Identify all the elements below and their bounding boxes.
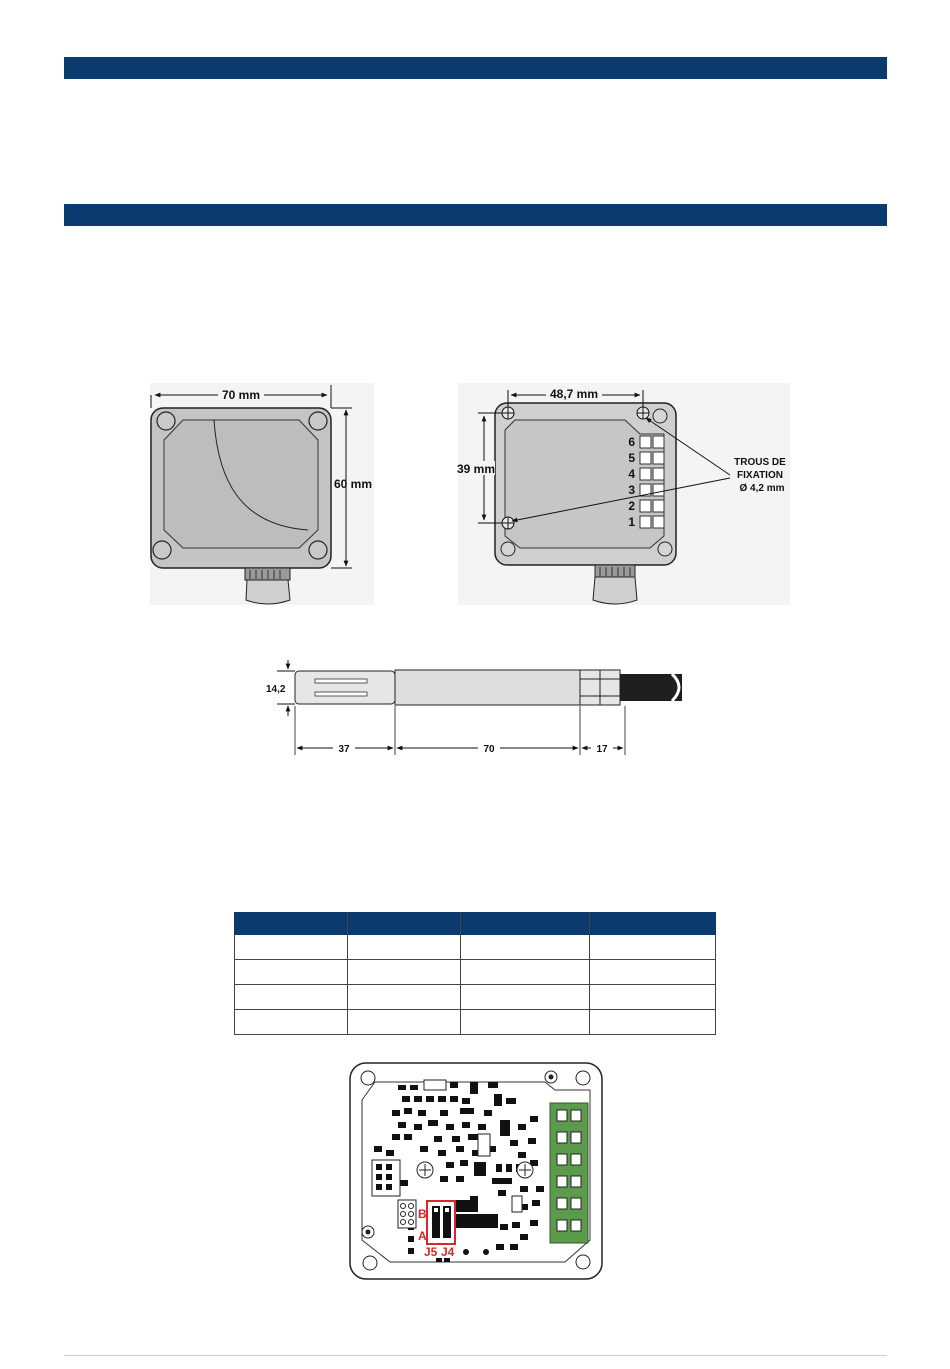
- table-cell: [590, 1010, 716, 1035]
- table-header-cell: [235, 912, 348, 935]
- table-row: [235, 985, 716, 1010]
- probe-len-nut-label: 17: [596, 744, 608, 755]
- front-view-drawing: [150, 383, 374, 605]
- table-cell: [461, 960, 590, 985]
- pcb-terminal-block: [550, 1103, 588, 1243]
- pcb-drawing: [350, 1063, 602, 1279]
- probe-len-body-label: 70: [483, 744, 495, 755]
- jumper-b-label: B: [418, 1207, 427, 1221]
- probe-drawing: [266, 660, 682, 755]
- table-row: [235, 1010, 716, 1035]
- hole-spacing-h-label: 48,7 mm: [549, 387, 599, 401]
- terminal-label: 6: [628, 435, 635, 449]
- table-cell: [348, 935, 461, 960]
- table-cell: [235, 1010, 348, 1035]
- table-cell: [348, 985, 461, 1010]
- jumper-highlight: [418, 1201, 455, 1259]
- front-width-label: 70 mm: [221, 388, 261, 402]
- spec-table-wrapper: [234, 912, 716, 1035]
- table-header-cell: [590, 912, 716, 935]
- table-cell: [590, 985, 716, 1010]
- table-cell: [590, 935, 716, 960]
- back-view-drawing: [457, 383, 790, 605]
- table-cell: [590, 960, 716, 985]
- jumper-a-label: A: [418, 1229, 427, 1243]
- probe-len-tip-label: 37: [338, 744, 350, 755]
- table-cell: [235, 985, 348, 1010]
- mount-note-line2: FIXATION: [737, 470, 783, 481]
- table-header-row: [235, 912, 716, 935]
- table-row: [235, 960, 716, 985]
- terminal-label: 1: [628, 515, 635, 529]
- spec-table: [234, 912, 716, 1035]
- jumper-j5-label: J5: [424, 1245, 438, 1259]
- mount-note-line3: Ø 4,2 mm: [739, 483, 785, 494]
- table-cell: [461, 935, 590, 960]
- terminal-label: 3: [628, 483, 635, 497]
- table-cell: [348, 960, 461, 985]
- hole-spacing-v-label: 39 mm: [456, 462, 496, 476]
- table-header-cell: [461, 912, 590, 935]
- table-cell: [461, 985, 590, 1010]
- table-cell: [235, 935, 348, 960]
- terminal-label: 5: [628, 451, 635, 465]
- jumper-j4-label: J4: [441, 1245, 455, 1259]
- table-cell: [348, 1010, 461, 1035]
- front-height-label: 60 mm: [334, 477, 373, 491]
- table-row: [235, 935, 716, 960]
- footer-divider: [64, 1355, 887, 1356]
- table-cell: [235, 960, 348, 985]
- table-cell: [461, 1010, 590, 1035]
- probe-diameter-label: 14,2: [266, 684, 286, 695]
- terminal-label: 4: [628, 467, 635, 481]
- mount-note-line1: TROUS DE: [734, 457, 786, 468]
- table-header-cell: [348, 912, 461, 935]
- terminal-label: 2: [628, 499, 635, 513]
